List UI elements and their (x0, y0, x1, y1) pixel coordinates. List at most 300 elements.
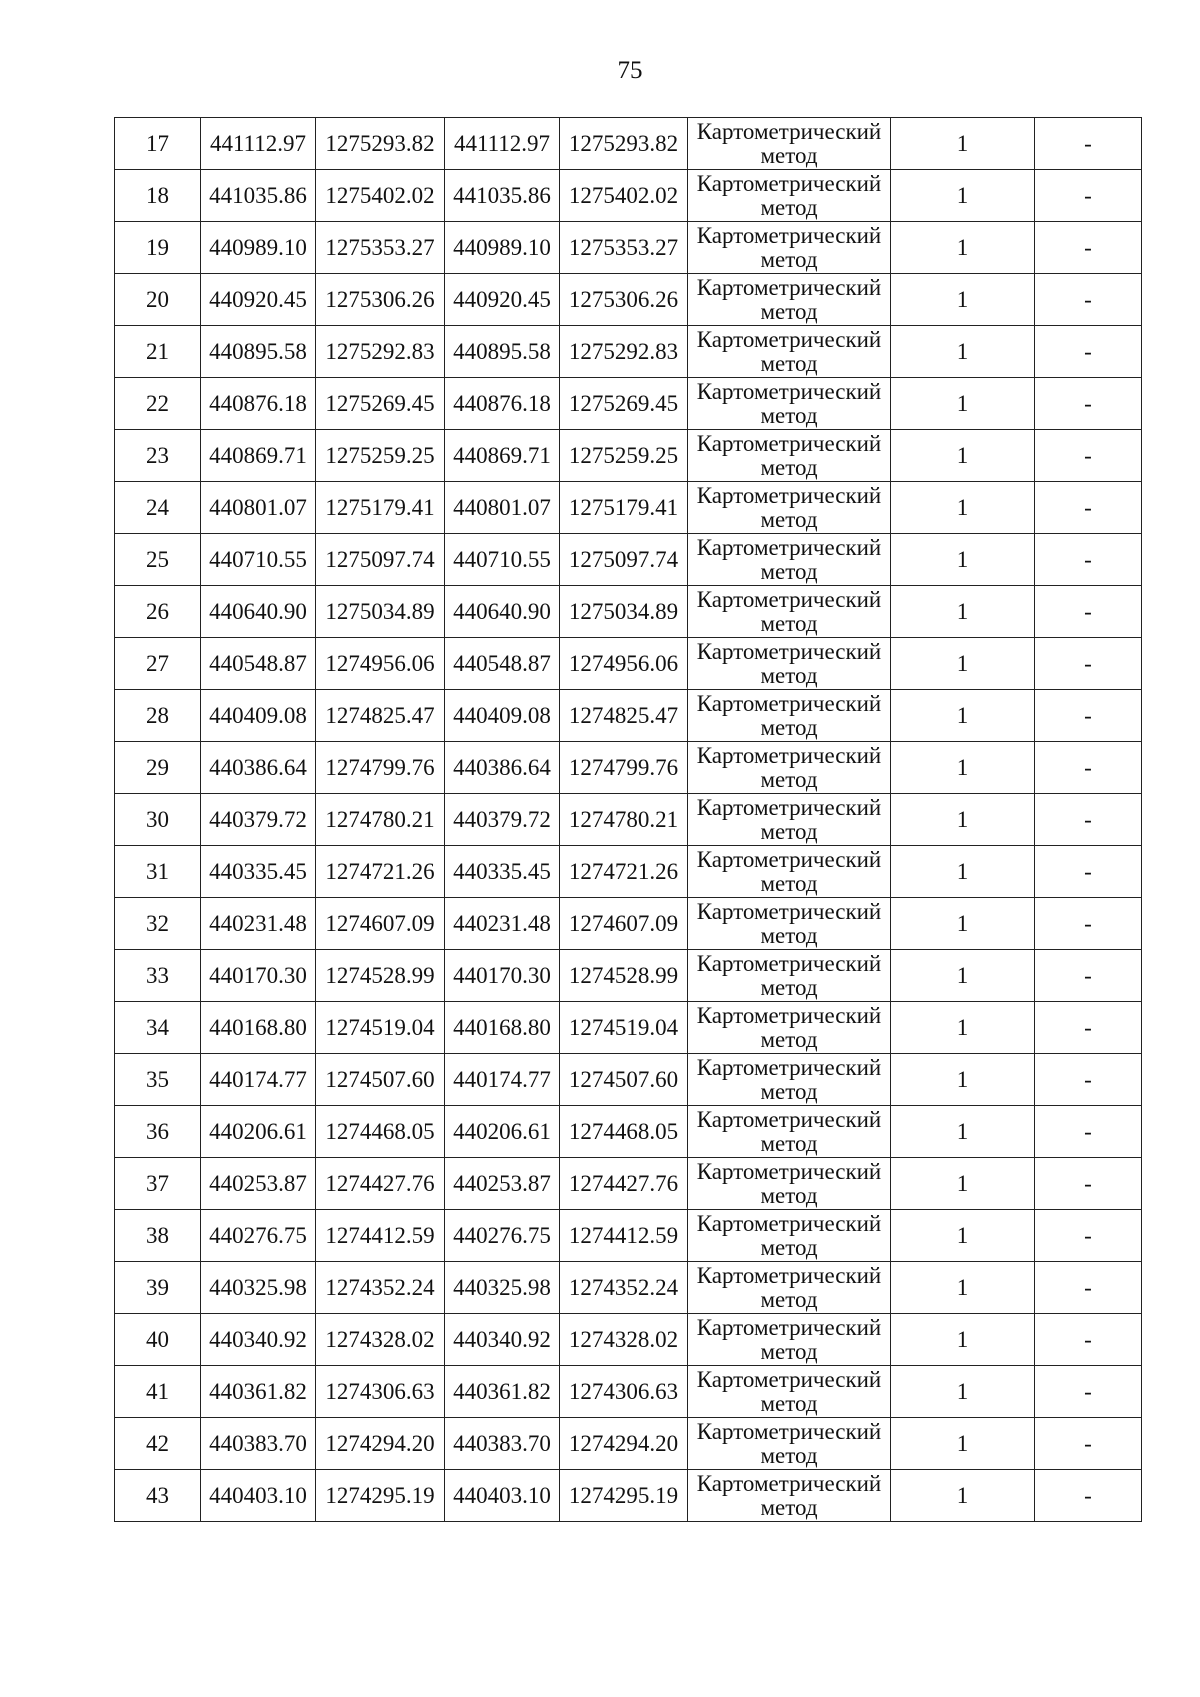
y-coordinate-refined-cell: 1275269.45 (560, 378, 688, 430)
x-coordinate-cell: 440276.75 (201, 1210, 316, 1262)
method-label-line2: метод (760, 454, 818, 480)
coordinates-table (114, 117, 1142, 1522)
y-coordinate-refined-cell: 1274519.04 (560, 1002, 688, 1054)
x-coordinate-cell: 440174.77 (201, 1054, 316, 1106)
point-number-cell: 27 (115, 638, 201, 690)
accuracy-cell: 1 (891, 794, 1035, 846)
accuracy-cell: 1 (891, 378, 1035, 430)
y-coordinate-refined-cell: 1274306.63 (560, 1366, 688, 1418)
point-number-cell: 43 (115, 1470, 201, 1522)
description-cell: - (1035, 326, 1142, 378)
x-coordinate-refined-cell: 440253.87 (445, 1158, 560, 1210)
x-coordinate-cell: 440403.10 (201, 1470, 316, 1522)
point-number-cell: 29 (115, 742, 201, 794)
y-coordinate-cell: 1274352.24 (316, 1262, 445, 1314)
method-cell (688, 1054, 891, 1106)
y-coordinate-cell: 1274519.04 (316, 1002, 445, 1054)
method-cell (688, 586, 891, 638)
x-coordinate-refined-cell: 441035.86 (445, 170, 560, 222)
x-coordinate-refined-cell: 440361.82 (445, 1366, 560, 1418)
x-coordinate-refined-cell: 440409.08 (445, 690, 560, 742)
accuracy-cell: 1 (891, 326, 1035, 378)
method-label-line2: метод (760, 194, 818, 220)
accuracy-cell: 1 (891, 690, 1035, 742)
y-coordinate-cell: 1274306.63 (316, 1366, 445, 1418)
point-number-cell: 24 (115, 482, 201, 534)
point-number-cell: 40 (115, 1314, 201, 1366)
method-cell (688, 1262, 891, 1314)
y-coordinate-refined-cell: 1275034.89 (560, 586, 688, 638)
method-cell (688, 326, 891, 378)
x-coordinate-cell: 440876.18 (201, 378, 316, 430)
x-coordinate-cell: 440920.45 (201, 274, 316, 326)
description-cell: - (1035, 742, 1142, 794)
method-cell (688, 1314, 891, 1366)
y-coordinate-cell: 1274468.05 (316, 1106, 445, 1158)
method-cell (688, 274, 891, 326)
y-coordinate-cell: 1275179.41 (316, 482, 445, 534)
description-cell: - (1035, 1314, 1142, 1366)
method-label-line1: Картометрический (696, 1418, 882, 1444)
method-label-line2: метод (760, 142, 818, 168)
method-label-line1: Картометрический (696, 170, 882, 196)
method-label-line1: Картометрический (696, 378, 882, 404)
y-coordinate-cell: 1274825.47 (316, 690, 445, 742)
accuracy-cell: 1 (891, 482, 1035, 534)
method-label-line1: Картометрический (696, 274, 882, 300)
table-row (115, 534, 1142, 586)
point-number-cell: 20 (115, 274, 201, 326)
table-row (115, 1158, 1142, 1210)
method-label-line2: метод (760, 298, 818, 324)
description-cell: - (1035, 586, 1142, 638)
x-coordinate-refined-cell: 440335.45 (445, 846, 560, 898)
table-row (115, 1002, 1142, 1054)
method-label-line2: метод (760, 350, 818, 376)
method-cell (688, 950, 891, 1002)
table-row (115, 326, 1142, 378)
table-row (115, 170, 1142, 222)
y-coordinate-cell: 1274328.02 (316, 1314, 445, 1366)
method-label-line2: метод (760, 558, 818, 584)
description-cell: - (1035, 794, 1142, 846)
method-label-line1: Картометрический (696, 1314, 882, 1340)
description-cell: - (1035, 1158, 1142, 1210)
accuracy-cell: 1 (891, 1158, 1035, 1210)
x-coordinate-cell: 440409.08 (201, 690, 316, 742)
x-coordinate-refined-cell: 440895.58 (445, 326, 560, 378)
description-cell: - (1035, 1054, 1142, 1106)
description-cell: - (1035, 1418, 1142, 1470)
description-cell: - (1035, 898, 1142, 950)
x-coordinate-refined-cell: 440231.48 (445, 898, 560, 950)
accuracy-cell: 1 (891, 1314, 1035, 1366)
method-label-line1: Картометрический (696, 534, 882, 560)
accuracy-cell: 1 (891, 586, 1035, 638)
method-cell (688, 690, 891, 742)
table-row (115, 1262, 1142, 1314)
table-row (115, 1054, 1142, 1106)
accuracy-cell: 1 (891, 1366, 1035, 1418)
y-coordinate-cell: 1275402.02 (316, 170, 445, 222)
x-coordinate-cell: 440386.64 (201, 742, 316, 794)
point-number-cell: 22 (115, 378, 201, 430)
method-label-line1: Картометрический (696, 1054, 882, 1080)
method-label-line2: метод (760, 506, 818, 532)
x-coordinate-refined-cell: 440325.98 (445, 1262, 560, 1314)
method-label-line2: метод (760, 1234, 818, 1260)
point-number-cell: 35 (115, 1054, 201, 1106)
accuracy-cell: 1 (891, 1002, 1035, 1054)
x-coordinate-refined-cell: 440383.70 (445, 1418, 560, 1470)
point-number-cell: 17 (115, 118, 201, 170)
method-label-line1: Картометрический (696, 222, 882, 248)
table-row (115, 638, 1142, 690)
point-number-cell: 34 (115, 1002, 201, 1054)
y-coordinate-refined-cell: 1274468.05 (560, 1106, 688, 1158)
x-coordinate-refined-cell: 440548.87 (445, 638, 560, 690)
method-label-line2: метод (760, 922, 818, 948)
accuracy-cell: 1 (891, 1106, 1035, 1158)
accuracy-cell: 1 (891, 638, 1035, 690)
method-label-line2: метод (760, 870, 818, 896)
y-coordinate-cell: 1275259.25 (316, 430, 445, 482)
x-coordinate-cell: 440206.61 (201, 1106, 316, 1158)
method-label-line2: метод (760, 974, 818, 1000)
point-number-cell: 32 (115, 898, 201, 950)
method-label-line2: метод (760, 1442, 818, 1468)
method-cell (688, 1366, 891, 1418)
accuracy-cell: 1 (891, 846, 1035, 898)
method-label-line1: Картометрический (696, 950, 882, 976)
x-coordinate-refined-cell: 440168.80 (445, 1002, 560, 1054)
y-coordinate-cell: 1275353.27 (316, 222, 445, 274)
y-coordinate-refined-cell: 1274294.20 (560, 1418, 688, 1470)
table-row (115, 1366, 1142, 1418)
x-coordinate-cell: 441035.86 (201, 170, 316, 222)
y-coordinate-cell: 1275097.74 (316, 534, 445, 586)
table-row (115, 222, 1142, 274)
method-label-line1: Картометрический (696, 1470, 882, 1496)
x-coordinate-cell: 440710.55 (201, 534, 316, 586)
x-coordinate-refined-cell: 440174.77 (445, 1054, 560, 1106)
y-coordinate-cell: 1274780.21 (316, 794, 445, 846)
accuracy-cell: 1 (891, 170, 1035, 222)
x-coordinate-cell: 440335.45 (201, 846, 316, 898)
table-row (115, 274, 1142, 326)
x-coordinate-cell: 440325.98 (201, 1262, 316, 1314)
y-coordinate-cell: 1275034.89 (316, 586, 445, 638)
x-coordinate-cell: 440383.70 (201, 1418, 316, 1470)
description-cell: - (1035, 638, 1142, 690)
y-coordinate-refined-cell: 1275097.74 (560, 534, 688, 586)
method-label-line1: Картометрический (696, 794, 882, 820)
description-cell: - (1035, 378, 1142, 430)
x-coordinate-cell: 440895.58 (201, 326, 316, 378)
description-cell: - (1035, 1262, 1142, 1314)
x-coordinate-cell: 440989.10 (201, 222, 316, 274)
y-coordinate-cell: 1275269.45 (316, 378, 445, 430)
accuracy-cell: 1 (891, 742, 1035, 794)
y-coordinate-refined-cell: 1275306.26 (560, 274, 688, 326)
description-cell: - (1035, 222, 1142, 274)
accuracy-cell: 1 (891, 118, 1035, 170)
y-coordinate-refined-cell: 1274799.76 (560, 742, 688, 794)
point-number-cell: 26 (115, 586, 201, 638)
method-cell (688, 1002, 891, 1054)
description-cell: - (1035, 950, 1142, 1002)
method-label-line2: метод (760, 1338, 818, 1364)
method-label-line1: Картометрический (696, 690, 882, 716)
method-label-line2: метод (760, 1182, 818, 1208)
y-coordinate-refined-cell: 1275292.83 (560, 326, 688, 378)
x-coordinate-cell: 440640.90 (201, 586, 316, 638)
x-coordinate-refined-cell: 440379.72 (445, 794, 560, 846)
method-cell (688, 378, 891, 430)
x-coordinate-refined-cell: 440869.71 (445, 430, 560, 482)
x-coordinate-cell: 440231.48 (201, 898, 316, 950)
table-row (115, 794, 1142, 846)
accuracy-cell: 1 (891, 430, 1035, 482)
method-cell (688, 794, 891, 846)
method-label-line2: метод (760, 1494, 818, 1520)
method-cell (688, 118, 891, 170)
method-label-line2: метод (760, 1390, 818, 1416)
method-cell (688, 898, 891, 950)
method-label-line1: Картометрический (696, 1262, 882, 1288)
x-coordinate-cell: 440801.07 (201, 482, 316, 534)
y-coordinate-refined-cell: 1274780.21 (560, 794, 688, 846)
accuracy-cell: 1 (891, 1054, 1035, 1106)
x-coordinate-refined-cell: 440801.07 (445, 482, 560, 534)
description-cell: - (1035, 690, 1142, 742)
y-coordinate-cell: 1274412.59 (316, 1210, 445, 1262)
table-row (115, 1314, 1142, 1366)
table-row (115, 1418, 1142, 1470)
x-coordinate-cell: 440170.30 (201, 950, 316, 1002)
method-label-line1: Картометрический (696, 118, 882, 144)
y-coordinate-cell: 1274721.26 (316, 846, 445, 898)
description-cell: - (1035, 274, 1142, 326)
y-coordinate-refined-cell: 1274352.24 (560, 1262, 688, 1314)
x-coordinate-refined-cell: 441112.97 (445, 118, 560, 170)
table-row (115, 1210, 1142, 1262)
method-label-line1: Картометрический (696, 1366, 882, 1392)
table-row (115, 430, 1142, 482)
point-number-cell: 37 (115, 1158, 201, 1210)
y-coordinate-refined-cell: 1274607.09 (560, 898, 688, 950)
x-coordinate-refined-cell: 440640.90 (445, 586, 560, 638)
y-coordinate-cell: 1274607.09 (316, 898, 445, 950)
y-coordinate-cell: 1274956.06 (316, 638, 445, 690)
point-number-cell: 28 (115, 690, 201, 742)
point-number-cell: 41 (115, 1366, 201, 1418)
y-coordinate-refined-cell: 1274295.19 (560, 1470, 688, 1522)
point-number-cell: 30 (115, 794, 201, 846)
accuracy-cell: 1 (891, 1262, 1035, 1314)
method-label-line2: метод (760, 1130, 818, 1156)
method-label-line2: метод (760, 610, 818, 636)
x-coordinate-refined-cell: 440340.92 (445, 1314, 560, 1366)
method-cell (688, 1106, 891, 1158)
table-row (115, 1470, 1142, 1522)
accuracy-cell: 1 (891, 898, 1035, 950)
point-number-cell: 42 (115, 1418, 201, 1470)
x-coordinate-cell: 440548.87 (201, 638, 316, 690)
x-coordinate-refined-cell: 440403.10 (445, 1470, 560, 1522)
point-number-cell: 18 (115, 170, 201, 222)
y-coordinate-cell: 1274528.99 (316, 950, 445, 1002)
y-coordinate-refined-cell: 1274825.47 (560, 690, 688, 742)
point-number-cell: 21 (115, 326, 201, 378)
accuracy-cell: 1 (891, 950, 1035, 1002)
y-coordinate-refined-cell: 1274507.60 (560, 1054, 688, 1106)
table-row (115, 846, 1142, 898)
y-coordinate-refined-cell: 1274412.59 (560, 1210, 688, 1262)
x-coordinate-cell: 440361.82 (201, 1366, 316, 1418)
method-label-line2: метод (760, 1026, 818, 1052)
table-row (115, 586, 1142, 638)
table-row (115, 118, 1142, 170)
x-coordinate-refined-cell: 440710.55 (445, 534, 560, 586)
x-coordinate-cell: 440379.72 (201, 794, 316, 846)
x-coordinate-refined-cell: 440920.45 (445, 274, 560, 326)
accuracy-cell: 1 (891, 1418, 1035, 1470)
method-label-line2: метод (760, 1286, 818, 1312)
table-row (115, 1106, 1142, 1158)
point-number-cell: 19 (115, 222, 201, 274)
point-number-cell: 38 (115, 1210, 201, 1262)
method-cell (688, 1158, 891, 1210)
method-label-line2: метод (760, 818, 818, 844)
accuracy-cell: 1 (891, 274, 1035, 326)
x-coordinate-refined-cell: 440989.10 (445, 222, 560, 274)
x-coordinate-refined-cell: 440276.75 (445, 1210, 560, 1262)
x-coordinate-cell: 440168.80 (201, 1002, 316, 1054)
point-number-cell: 33 (115, 950, 201, 1002)
method-label-line2: метод (760, 766, 818, 792)
description-cell: - (1035, 482, 1142, 534)
description-cell: - (1035, 846, 1142, 898)
y-coordinate-refined-cell: 1274427.76 (560, 1158, 688, 1210)
accuracy-cell: 1 (891, 222, 1035, 274)
method-label-line1: Картометрический (696, 1158, 882, 1184)
method-label-line1: Картометрический (696, 326, 882, 352)
description-cell: - (1035, 430, 1142, 482)
y-coordinate-cell: 1275292.83 (316, 326, 445, 378)
x-coordinate-refined-cell: 440170.30 (445, 950, 560, 1002)
method-label-line2: метод (760, 1078, 818, 1104)
y-coordinate-cell: 1274295.19 (316, 1470, 445, 1522)
description-cell: - (1035, 170, 1142, 222)
table-body (115, 118, 1142, 1522)
description-cell: - (1035, 534, 1142, 586)
y-coordinate-refined-cell: 1274956.06 (560, 638, 688, 690)
y-coordinate-refined-cell: 1275179.41 (560, 482, 688, 534)
description-cell: - (1035, 1002, 1142, 1054)
accuracy-cell: 1 (891, 534, 1035, 586)
accuracy-cell: 1 (891, 1470, 1035, 1522)
y-coordinate-refined-cell: 1274528.99 (560, 950, 688, 1002)
x-coordinate-refined-cell: 440206.61 (445, 1106, 560, 1158)
method-cell (688, 1418, 891, 1470)
method-cell (688, 222, 891, 274)
y-coordinate-cell: 1275306.26 (316, 274, 445, 326)
method-label-line1: Картометрический (696, 638, 882, 664)
point-number-cell: 36 (115, 1106, 201, 1158)
accuracy-cell: 1 (891, 1210, 1035, 1262)
description-cell: - (1035, 1210, 1142, 1262)
method-label-line1: Картометрический (696, 1002, 882, 1028)
x-coordinate-refined-cell: 440386.64 (445, 742, 560, 794)
y-coordinate-refined-cell: 1275259.25 (560, 430, 688, 482)
method-cell (688, 482, 891, 534)
method-cell (688, 638, 891, 690)
method-label-line1: Картометрический (696, 430, 882, 456)
y-coordinate-cell: 1274799.76 (316, 742, 445, 794)
y-coordinate-refined-cell: 1274721.26 (560, 846, 688, 898)
table-row (115, 898, 1142, 950)
x-coordinate-cell: 440869.71 (201, 430, 316, 482)
y-coordinate-cell: 1274427.76 (316, 1158, 445, 1210)
x-coordinate-cell: 440340.92 (201, 1314, 316, 1366)
y-coordinate-refined-cell: 1274328.02 (560, 1314, 688, 1366)
method-cell (688, 846, 891, 898)
method-cell (688, 742, 891, 794)
description-cell: - (1035, 1470, 1142, 1522)
method-label-line2: метод (760, 662, 818, 688)
method-label-line1: Картометрический (696, 1106, 882, 1132)
x-coordinate-cell: 440253.87 (201, 1158, 316, 1210)
point-number-cell: 31 (115, 846, 201, 898)
method-cell (688, 534, 891, 586)
point-number-cell: 23 (115, 430, 201, 482)
method-cell (688, 170, 891, 222)
table-row (115, 950, 1142, 1002)
y-coordinate-refined-cell: 1275293.82 (560, 118, 688, 170)
table-row (115, 742, 1142, 794)
method-label-line1: Картометрический (696, 586, 882, 612)
y-coordinate-cell: 1274294.20 (316, 1418, 445, 1470)
point-number-cell: 39 (115, 1262, 201, 1314)
description-cell: - (1035, 1106, 1142, 1158)
x-coordinate-refined-cell: 440876.18 (445, 378, 560, 430)
method-label-line1: Картометрический (696, 482, 882, 508)
method-label-line2: метод (760, 714, 818, 740)
method-cell (688, 1210, 891, 1262)
table-row (115, 690, 1142, 742)
method-cell (688, 430, 891, 482)
table-row (115, 482, 1142, 534)
method-label-line2: метод (760, 402, 818, 428)
description-cell: - (1035, 1366, 1142, 1418)
table-row (115, 378, 1142, 430)
method-cell (688, 1470, 891, 1522)
method-label-line1: Картометрический (696, 742, 882, 768)
y-coordinate-cell: 1274507.60 (316, 1054, 445, 1106)
y-coordinate-refined-cell: 1275402.02 (560, 170, 688, 222)
y-coordinate-refined-cell: 1275353.27 (560, 222, 688, 274)
page-number: 75 (617, 57, 643, 84)
x-coordinate-cell: 441112.97 (201, 118, 316, 170)
description-cell: - (1035, 118, 1142, 170)
y-coordinate-cell: 1275293.82 (316, 118, 445, 170)
method-label-line1: Картометрический (696, 1210, 882, 1236)
method-label-line2: метод (760, 246, 818, 272)
method-label-line1: Картометрический (696, 846, 882, 872)
method-label-line1: Картометрический (696, 898, 882, 924)
point-number-cell: 25 (115, 534, 201, 586)
